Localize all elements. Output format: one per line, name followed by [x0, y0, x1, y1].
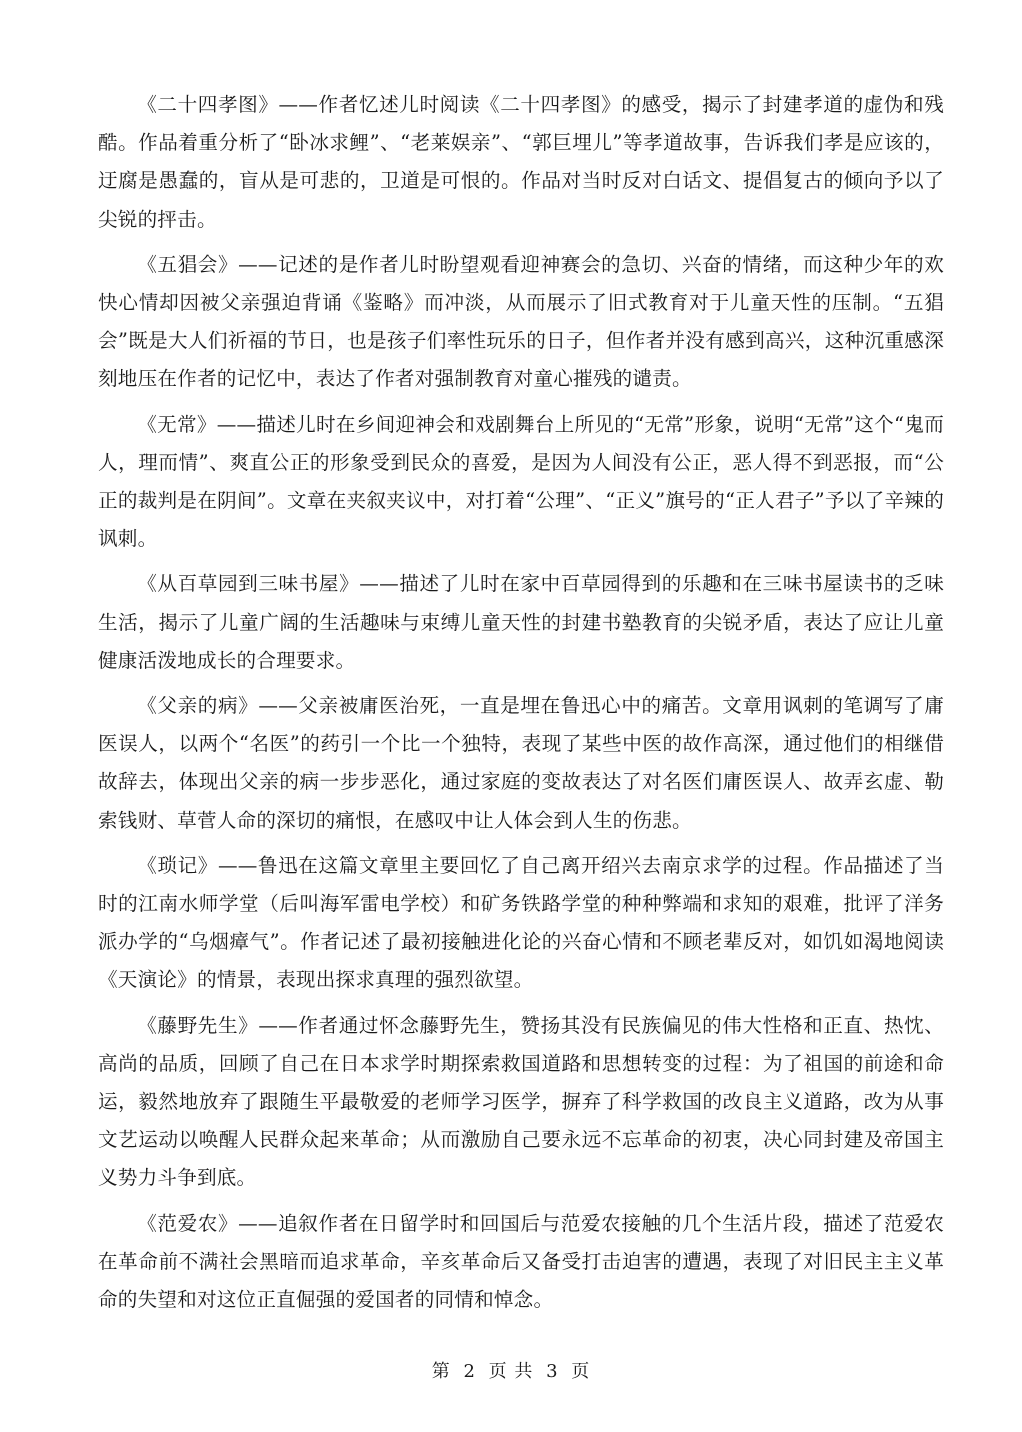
- paragraph-fuqin-de-bing: 《父亲的病》——父亲被庸医治死，一直是埋在鲁迅心中的痛苦。文章用讽刺的笔调写了庸医误人，以两个“名医”的药引一个比一个独特，表现了某些中医的故作高深，通过他们的相继借故辞去，体现出父亲的病一步步恶化，通过家庭的变故表达了对名医们庸医误人、故弄玄虚、勒索钱财、草菅人命的深切的痛恨，在感叹中让人体会到人生的伤悲。: [98, 694, 944, 832]
- paragraph-fan-ainong: 《范爱农》——追叙作者在日留学时和回国后与范爱农接触的几个生活片段，描述了范爱农在革命前不满社会黑暗而追求革命，辛亥革命后又备受打击迫害的遭遇，表现了对旧民主主义革命的失望和对这位正直倔强的爱国者的同情和悼念。: [98, 1211, 944, 1312]
- page-number-footer: [0, 1357, 1022, 1383]
- paragraph-baicaoyuan: 《从百草园到三味书屋》——描述了儿时在家中百草园得到的乐趣和在三味书屋读书的乏味生活，揭示了儿童广阔的生活趣味与束缚儿童天性的封建书塾教育的尖锐矛盾，表达了应让儿童健康活泼地成长的合理要求。: [98, 572, 944, 672]
- footer-middle: 页 共: [488, 1361, 534, 1382]
- footer-current-page: 2: [463, 1361, 476, 1382]
- footer-prefix: 第: [431, 1361, 451, 1382]
- paragraph-ershisi-xiaotu: 《二十四孝图》——作者忆述儿时阅读《二十四孝图》的感受，揭示了封建孝道的虚伪和残酷。作品着重分析了“卧冰求鲤”、“老莱娱亲”、“郭巨埋儿”等孝道故事，告诉我们孝是应该的，迂腐是愚蠢的，盲从是可悲的，卫道是可恨的。作品对当时反对白话文、提倡复古的倾向予以了尖锐的抨击。: [98, 93, 944, 231]
- paragraph-wuchang: 《无常》——描述儿时在乡间迎神会和戏剧舞台上所见的“无常”形象，说明“无常”这个“鬼而人，理而情”、爽直公正的形象受到民众的喜爱，是因为人间没有公正，恶人得不到恶报，而“公正的裁判是在阴间”。文章在夹叙夹议中，对打着“公理”、“正义”旗号的“正人君子”予以了辛辣的讽刺。: [98, 412, 944, 551]
- paragraph-tengye-xiansheng: 《藤野先生》——作者通过怀念藤野先生，赞扬其没有民族偏见的伟大性格和正直、热忱、高尚的品质，回顾了自己在日本求学时期探索救国道路和思想转变的过程：为了祖国的前途和命运，毅然地放弃了跟随生平最敬爱的老师学习医学，摒弃了科学救国的改良主义道路，改为从事文艺运动以唤醒人民群众起来革命；从而激励自己要永远不忘革命的初衷，决心同封建及帝国主义势力斗争到底。: [98, 1013, 944, 1190]
- document-body: [98, 86, 944, 1326]
- paragraph-suoji: 《琐记》——鲁迅在这篇文章里主要回忆了自己离开绍兴去南京求学的过程。作品描述了当时的江南水师学堂（后叫海军雷电学校）和矿务铁路学堂的种种弊端和求知的艰难，批评了洋务派办学的“乌烟瘴气”。作者记述了最初接触进化论的兴奋心情和不顾老辈反对，如饥如渴地阅读《天演论》的情景，表现出探求真理的强烈欲望。: [98, 853, 944, 992]
- footer-total-pages: 3: [546, 1361, 559, 1382]
- footer-suffix: 页: [571, 1361, 591, 1382]
- paragraph-wuchang-hui: 《五猖会》——记述的是作者儿时盼望观看迎神赛会的急切、兴奋的情绪，而这种少年的欢快心情却因被父亲强迫背诵《鉴略》而冲淡，从而展示了旧式教育对于儿童天性的压制。“五猖会”既是大人们祈福的节日，也是孩子们率性玩乐的日子，但作者并没有感到高兴，这种沉重感深刻地压在作者的记忆中，表达了作者对强制教育对童心摧残的谴责。: [98, 252, 944, 391]
